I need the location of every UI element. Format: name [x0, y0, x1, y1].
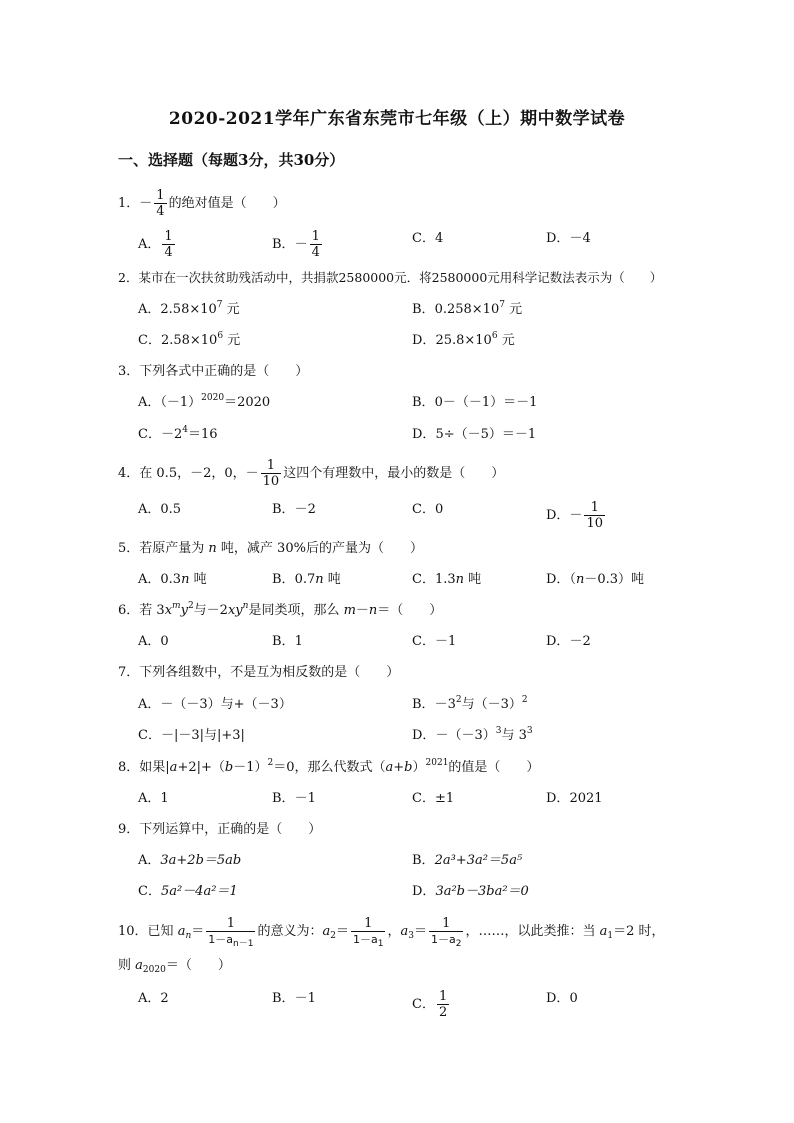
question-number: 7． [118, 665, 140, 680]
question-number: 9． [118, 822, 140, 837]
option-c: C．$2.58\times 10^6$ 元 [138, 331, 241, 348]
fraction: $\frac{1}{10}$ [586, 500, 603, 531]
fraction: $\frac{1}{4}$ [164, 229, 173, 260]
option-b: B．1 [272, 634, 303, 649]
question-2 [118, 268, 662, 288]
question-5: 5．若原产量为 n 吨，减产 30%后的产量为（ ） [118, 541, 423, 556]
question-10-line2: 则 $a_{2020}=$（ ） [118, 958, 231, 975]
option-a: A．－（－3）与+（－3） [138, 697, 292, 712]
option-a: A． $\frac{1}{4}$ [138, 229, 173, 260]
question-8: 8．如果$|a+2|+(b-1)^2=0$，那么代数式$(a+b)^{2021}$的值是（ ） [118, 758, 540, 775]
option-a: A．1 [138, 791, 169, 806]
option-c: C．5a²－4a²＝1 [138, 884, 238, 899]
question-number: 5． [118, 541, 140, 556]
fraction: $\frac{1}{1-a_{n-1}}$ [208, 916, 254, 949]
option-b: B．2a³+3a²＝5a⁵ [412, 853, 523, 868]
option-a: A．0 [138, 634, 169, 649]
option-c: C．±1 [412, 791, 455, 806]
question-number: 10． [118, 924, 148, 939]
fraction: $\frac{1}{1-a_1}$ [352, 916, 384, 949]
option-a: A．0.3n 吨 [138, 572, 207, 587]
option-c: C． $\frac{1}{2}$ [412, 989, 448, 1020]
question-3 [118, 362, 308, 382]
option-b: B．0.7n 吨 [272, 572, 341, 587]
question-number: 6． [118, 603, 140, 618]
option-d: D．5÷（－5）＝－1 [412, 427, 537, 442]
option-c: C．－|－3|与|+3| [138, 728, 245, 743]
option-c: C．－1 [412, 634, 457, 649]
option-c: C．0 [412, 502, 444, 517]
fraction: $\frac{1}{1-a_2}$ [431, 916, 462, 949]
option-b: B．－1 [272, 991, 316, 1006]
section-heading: 一、选择题（每题3分，共30分） [118, 151, 345, 169]
fraction: $\frac{1}{4}$ [156, 188, 165, 219]
option-d: D．$-(-3)^3$与 $3^3$ [412, 726, 533, 743]
fraction: $\frac{1}{4}$ [311, 229, 320, 260]
option-b: B．$-3^2$与$(-3)^2$ [412, 695, 528, 712]
question-7 [118, 663, 399, 683]
fraction: $\frac{1}{10}$ [262, 458, 280, 489]
question-10: 10．已知 $a_n=$ $\frac{1}{1-a_{n-1}}$ 的意义为：$a_2=$ $\frac{1}{1-a_1}$ ，$a_3=$ $\frac{1}{1-a_2}$ ，……，以此类推：当 $a_1=2$ 时， [118, 916, 665, 949]
question-number: 4． [118, 466, 140, 481]
option-b: B．0－（－1）＝－1 [412, 395, 538, 410]
question-text: 的绝对值是（ ） [168, 196, 286, 211]
question-number: 2． [118, 270, 139, 285]
option-b: B．－2 [272, 502, 316, 517]
option-d: D．－ $\frac{1}{10}$ [546, 500, 603, 531]
option-d: D．2021 [546, 791, 603, 806]
option-c: C．4 [412, 231, 444, 246]
question-text: 下列各式中正确的是（ ） [139, 364, 309, 379]
option-d: D．$25.8\times 10^6$ 元 [412, 331, 515, 348]
question-number: 8． [118, 760, 140, 775]
question-number: 3． [118, 364, 140, 379]
question-number: 1． [118, 196, 140, 211]
question-6: 6．若 $3x^my^2$与$-2xy^n$是同类项，那么 m－n＝（ ） [118, 601, 443, 618]
option-b: B．－1 [272, 791, 316, 806]
page-title: 2020-2021学年广东省东莞市七年级（上）期中数学试卷 [168, 109, 626, 129]
option-d: D．－2 [546, 634, 591, 649]
option-b: B．$0.258\times 10^7$ 元 [412, 300, 523, 317]
option-a: A．3a+2b＝5ab [138, 853, 242, 868]
option-c: C．$-2^4=16$ [138, 425, 218, 442]
question-4: 4．在 0.5，－2，0，－ $\frac{1}{10}$ 这四个有理数中，最小的数是（ ） [118, 458, 505, 489]
fraction: $\frac{1}{2}$ [438, 989, 448, 1020]
option-d: D．（n－0.3）吨 [546, 572, 645, 587]
option-d: D．3a²b－3ba²＝0 [412, 884, 529, 899]
option-a: A．$2.58\times 10^7$ 元 [138, 300, 240, 317]
option-d: D．0 [546, 991, 578, 1006]
option-a: A．$(-1)^{2020}=2020$ [138, 393, 271, 410]
option-b: B．－ $\frac{1}{4}$ [272, 229, 320, 260]
question-1: 1．－ $\frac{1}{4}$ 的绝对值是（ ） [118, 188, 286, 219]
option-a: A．2 [138, 991, 169, 1006]
option-a: A．0.5 [138, 502, 182, 517]
option-c: C．1.3n 吨 [412, 572, 482, 587]
question-text: 某市在一次扶贫助残活动中，共捐款2580000元．将2580000元用科学记数法表示为（ ） [138, 270, 663, 285]
question-text: 下列各组数中，不是互为相反数的是（ ） [139, 665, 400, 680]
question-9 [118, 820, 321, 840]
option-d: D．－4 [546, 231, 591, 246]
question-text: 下列运算中，正确的是（ ） [139, 822, 322, 837]
